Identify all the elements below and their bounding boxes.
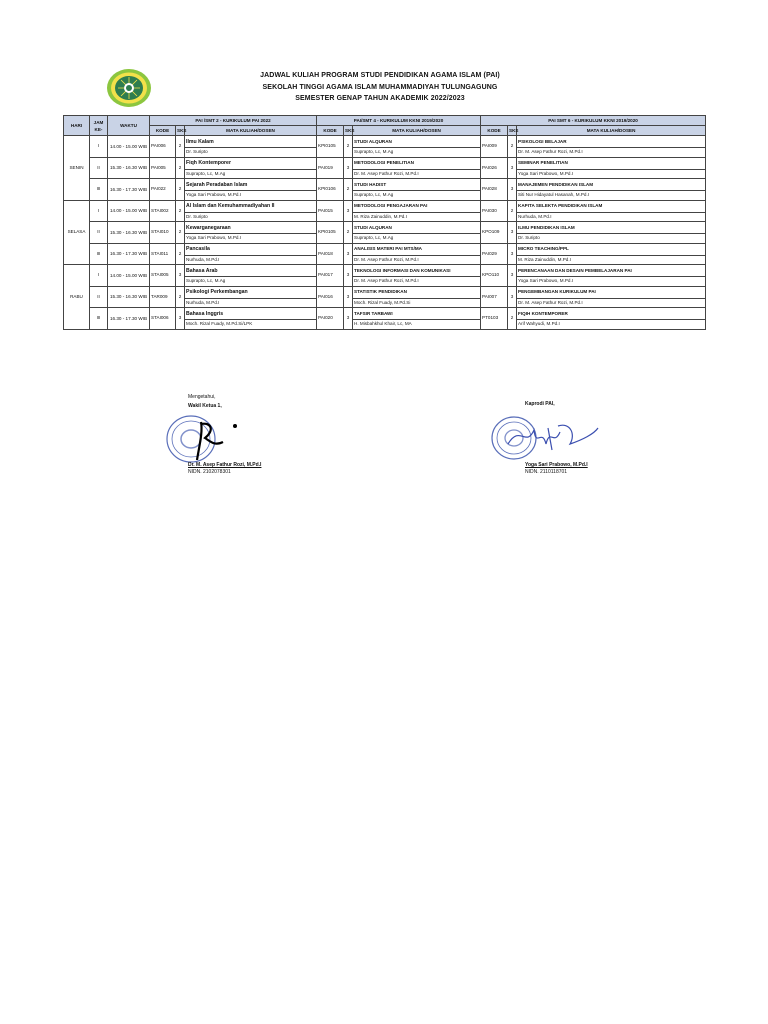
lecturer-cell: Suprapto, Lc, M.Ag xyxy=(353,234,481,244)
course-name-cell: PSIKOLOGI BELAJAR xyxy=(517,136,706,148)
sks-header: SKS xyxy=(508,126,517,136)
lecturer-cell: Nurhuda, M.Pd.I xyxy=(185,298,317,308)
sks-cell: 3 xyxy=(176,308,185,330)
mk-header: MATA KULIAH/DOSEN xyxy=(353,126,481,136)
course-name-cell: STUDI ALQURAN xyxy=(353,136,481,148)
lecturer-cell: Moch. Rizal Fuady, M.Pd.Si xyxy=(353,298,481,308)
course-name-cell: Fiqh Kontemporer xyxy=(185,157,317,169)
right-sign-nidn: NIDN. 2110118701 xyxy=(525,469,568,475)
course-name-cell: Bahasa Inggris xyxy=(185,308,317,320)
course-name-cell: Pancasila xyxy=(185,243,317,255)
sks-cell: 3 xyxy=(508,243,517,265)
jam-cell: I xyxy=(90,136,108,158)
lecturer-cell: Yoga Sari Prabowo, M.Pd.I xyxy=(185,234,317,244)
jam-cell: I xyxy=(90,200,108,222)
kode-cell: PAI030 xyxy=(481,200,508,222)
sks-cell: 3 xyxy=(344,200,353,222)
course-name-cell: Al Islam dan Kemuhammadiyahan II xyxy=(185,200,317,212)
group-header-smt4: PAI/SMT 4 - KURIKULUM KKNI 2019/2020 xyxy=(317,116,481,126)
left-sign-role: Wakil Ketua 1, xyxy=(188,403,222,409)
sks-cell: 2 xyxy=(176,222,185,244)
jam-header: JAM KE- xyxy=(90,116,108,136)
jam-cell: II xyxy=(90,286,108,308)
jam-cell: II xyxy=(90,222,108,244)
institution-logo-icon xyxy=(106,68,152,108)
hari-header: HARI xyxy=(64,116,90,136)
sks-cell: 3 xyxy=(508,286,517,308)
lecturer-cell: Arif Wahyudi, M.Pd.I xyxy=(517,320,706,330)
sks-cell: 2 xyxy=(176,243,185,265)
left-sign-nidn: NIDN. 2102078301 xyxy=(188,469,231,475)
group-header-smt2: PAI /SMT 2 - KURIKULUM PAI 2022 xyxy=(150,116,317,126)
sks-cell: 3 xyxy=(508,222,517,244)
right-sign-name: Yoga Sari Prabowo, M.Pd.I xyxy=(525,462,588,468)
waktu-header: WAKTU xyxy=(108,116,150,136)
left-stamp-signature-icon xyxy=(163,412,243,466)
course-name-cell: PENGEMBANGAN KURIKULUM PAI xyxy=(517,286,706,298)
right-stamp-signature-icon xyxy=(490,414,602,462)
kode-cell: PAI017 xyxy=(317,265,344,287)
session-row xyxy=(64,286,706,298)
kode-cell: STAI005 xyxy=(150,265,176,287)
course-name-cell: Sejarah Peradaban Islam xyxy=(185,179,317,191)
course-name-cell: Bahasa Arab xyxy=(185,265,317,277)
jam-cell: II xyxy=(90,157,108,179)
waktu-cell: 15.30 - 16.30 WIB xyxy=(108,157,150,179)
sks-cell: 3 xyxy=(344,265,353,287)
kode-cell: KPI0105 xyxy=(317,222,344,244)
sks-cell: 3 xyxy=(344,157,353,179)
lecturer-cell: Dr. M. Asep Fathur Rozi, M.Pd.I xyxy=(517,148,706,158)
lecturer-cell: Dr. Suripto xyxy=(517,234,706,244)
lecturer-cell: Dr. M. Asep Fathur Rozi, M.Pd.I xyxy=(353,277,481,287)
kode-cell: PAI006 xyxy=(150,136,176,158)
lecturer-cell: Dr. Suripto xyxy=(185,212,317,222)
course-name-cell: METODOLOGI PENGAJARAN PAI xyxy=(353,200,481,212)
sub-header-row xyxy=(64,126,706,136)
waktu-cell: 14.00 - 15.00 WIB xyxy=(108,136,150,158)
kode-cell: STAI006 xyxy=(150,308,176,330)
lecturer-cell: Dr. M. Asep Fathur Rozi, M.Pd.I xyxy=(517,298,706,308)
course-name-cell: ILMU PENDIDIKAN ISLAM xyxy=(517,222,706,234)
day-cell: SENIN xyxy=(64,136,90,201)
mk-header: MATA KULIAH/DOSEN xyxy=(517,126,706,136)
lecturer-cell: Yoga Sari Prabowo, M.Pd.I xyxy=(517,277,706,287)
kode-header: KODE xyxy=(150,126,176,136)
jam-cell: III xyxy=(90,308,108,330)
kode-cell: STAI002 xyxy=(150,200,176,222)
lecturer-cell: Siti Nur Hidayatul Hasanah, M.Pd.I xyxy=(517,191,706,201)
lecturer-cell: Suprapto, Lc, M.Ag xyxy=(353,191,481,201)
session-row xyxy=(64,243,706,255)
lecturer-cell: M. Riza Zainuddin, M.Pd.I xyxy=(517,255,706,265)
sks-cell: 3 xyxy=(508,179,517,201)
day-cell: SELASA xyxy=(64,200,90,265)
lecturer-cell: Suprapto, Lc, M.Ag xyxy=(353,148,481,158)
sks-cell: 2 xyxy=(176,136,185,158)
session-row xyxy=(64,222,706,234)
lecturer-cell: Suprapto, Lc, M.Ag xyxy=(185,277,317,287)
right-sign-role: Kaprodi PAI, xyxy=(525,401,555,407)
kode-cell: KPI0106 xyxy=(317,179,344,201)
course-name-cell: STUDI ALQURAN xyxy=(353,222,481,234)
sks-cell: 3 xyxy=(508,265,517,287)
sks-cell: 2 xyxy=(508,308,517,330)
kode-cell: PAI029 xyxy=(481,243,508,265)
course-name-cell: SEMINAR PENELITIAN xyxy=(517,157,706,169)
left-signatory xyxy=(188,462,261,475)
left-sign-name: Dr. M. Asep Fathur Rozi, M.Pd.I xyxy=(188,462,262,468)
course-name-cell: MICRO TEACHING/PPL xyxy=(517,243,706,255)
sks-cell: 2 xyxy=(508,136,517,158)
left-signature-block xyxy=(188,394,222,409)
left-sign-intro: Mengetahui, xyxy=(188,394,216,400)
sks-header: SKS xyxy=(344,126,353,136)
course-name-cell: Psikologi Perkembangan xyxy=(185,286,317,298)
lecturer-cell: Dr. M. Asep Fathur Rozi, M.Pd.I xyxy=(353,255,481,265)
lecturer-cell: H. Misbahkhul Khair, Lc, MA xyxy=(353,320,481,330)
jam-cell: III xyxy=(90,243,108,265)
kode-cell: PAI020 xyxy=(317,308,344,330)
sks-cell: 2 xyxy=(176,286,185,308)
kode-cell: TAR009 xyxy=(150,286,176,308)
mk-header: MATA KULIAH/DOSEN xyxy=(185,126,317,136)
schedule-table xyxy=(63,115,706,330)
course-name-cell: TEKNOLOGI INFORMASI DAN KOMUNIKASI xyxy=(353,265,481,277)
course-name-cell: METODOLOGI PENELITIAN xyxy=(353,157,481,169)
course-name-cell: STATISTIK PENDIDIKAN xyxy=(353,286,481,298)
session-row xyxy=(64,179,706,191)
document-title xyxy=(200,70,560,105)
kode-cell: PAI026 xyxy=(481,157,508,179)
lecturer-cell: M. Riza Zainuddin, M.Pd.I xyxy=(353,212,481,222)
course-name-cell: Ilmu Kalam xyxy=(185,136,317,148)
sks-cell: 3 xyxy=(344,243,353,265)
group-header-smt6: PAI SMT 6 - KURIKULUM KKNI 2019/2020 xyxy=(481,116,706,126)
lecturer-cell: Dr. M. Asep Fathur Rozi, M.Pd.I xyxy=(353,169,481,179)
sks-header: SKS xyxy=(176,126,185,136)
kode-header: KODE xyxy=(481,126,508,136)
waktu-cell: 15.30 - 16.30 WIB xyxy=(108,286,150,308)
waktu-cell: 16.30 - 17.30 WIB xyxy=(108,179,150,201)
waktu-cell: 15.30 - 16.30 WIB xyxy=(108,222,150,244)
kode-cell: PAI019 xyxy=(317,157,344,179)
lecturer-cell: Yoga Sari Prabowo, M.Pd.I xyxy=(517,169,706,179)
lecturer-cell: Moch. Rizal Fuady, M.Pd.Si/LPK xyxy=(185,320,317,330)
kode-header: KODE xyxy=(317,126,344,136)
jam-cell: III xyxy=(90,179,108,201)
session-row xyxy=(64,200,706,212)
lecturer-cell: Yoga Sari Prabowo, M.Pd.I xyxy=(185,191,317,201)
day-cell: RABU xyxy=(64,265,90,330)
sks-cell: 2 xyxy=(176,157,185,179)
session-row xyxy=(64,136,706,148)
kode-cell: PAI007 xyxy=(481,286,508,308)
right-signatory xyxy=(525,462,588,475)
lecturer-cell: Nurhuda, M.Pd.I xyxy=(517,212,706,222)
kode-cell: PAI015 xyxy=(317,200,344,222)
schedule-body xyxy=(64,136,706,330)
kode-cell: PAI005 xyxy=(150,157,176,179)
waktu-cell: 16.30 - 17.30 WIB xyxy=(108,308,150,330)
course-name-cell: Kewarganegaraan xyxy=(185,222,317,234)
sks-cell: 3 xyxy=(344,286,353,308)
sks-cell: 2 xyxy=(344,222,353,244)
jam-cell: I xyxy=(90,265,108,287)
sks-cell: 3 xyxy=(176,265,185,287)
lecturer-cell: Dr. Suripto xyxy=(185,148,317,158)
sks-cell: 2 xyxy=(176,179,185,201)
lecturer-cell: Nurhuda, M.Pd.I xyxy=(185,255,317,265)
course-name-cell: TAFSIR TARBAWI xyxy=(353,308,481,320)
sks-cell: 2 xyxy=(344,136,353,158)
sks-cell: 3 xyxy=(508,157,517,179)
course-name-cell: STUDI HADIST xyxy=(353,179,481,191)
group-header-row xyxy=(64,116,706,126)
kode-cell: PAI028 xyxy=(481,179,508,201)
sks-cell: 3 xyxy=(344,308,353,330)
session-row xyxy=(64,157,706,169)
kode-cell: STAI011 xyxy=(150,243,176,265)
kode-cell: PT0103 xyxy=(481,308,508,330)
kode-cell: KPO110 xyxy=(481,265,508,287)
lecturer-cell: Suprapto, Lc, M.Ag xyxy=(185,169,317,179)
course-name-cell: MANAJEMEN PENDIDIKAN ISLAM xyxy=(517,179,706,191)
kode-cell: PAI022 xyxy=(150,179,176,201)
kode-cell: PAI009 xyxy=(481,136,508,158)
course-name-cell: FIQIH KONTEMPORER xyxy=(517,308,706,320)
title-line-2: SEKOLAH TINGGI AGAMA ISLAM MUHAMMADIYAH TULUNGAGUNG xyxy=(262,83,498,91)
title-line-1: JADWAL KULIAH PROGRAM STUDI PENDIDIKAN AGAMA ISLAM (PAI) xyxy=(260,72,500,79)
kode-cell: STAI010 xyxy=(150,222,176,244)
session-row xyxy=(64,308,706,320)
kode-cell: KPI0105 xyxy=(317,136,344,158)
course-name-cell: KAPITA SELEKTA PENDIDIKAN ISLAM xyxy=(517,200,706,212)
sks-cell: 2 xyxy=(176,200,185,222)
waktu-cell: 14.00 - 15.00 WIB xyxy=(108,265,150,287)
waktu-cell: 16.30 - 17.30 WIB xyxy=(108,243,150,265)
course-name-cell: PERENCANAAN DAN DESAIN PEMBELAJARAN PAI xyxy=(517,265,706,277)
title-line-3: SEMESTER GENAP TAHUN AKADEMIK 2022/2023 xyxy=(295,95,465,102)
waktu-cell: 14.00 - 15.00 WIB xyxy=(108,200,150,222)
sks-cell: 2 xyxy=(344,179,353,201)
kode-cell: PAI016 xyxy=(317,286,344,308)
course-name-cell: ANALISIS MATERI PAI MTS/MA xyxy=(353,243,481,255)
sks-cell: 2 xyxy=(508,200,517,222)
document-header xyxy=(0,68,768,108)
kode-cell: PAI018 xyxy=(317,243,344,265)
session-row xyxy=(64,265,706,277)
kode-cell: KPO109 xyxy=(481,222,508,244)
